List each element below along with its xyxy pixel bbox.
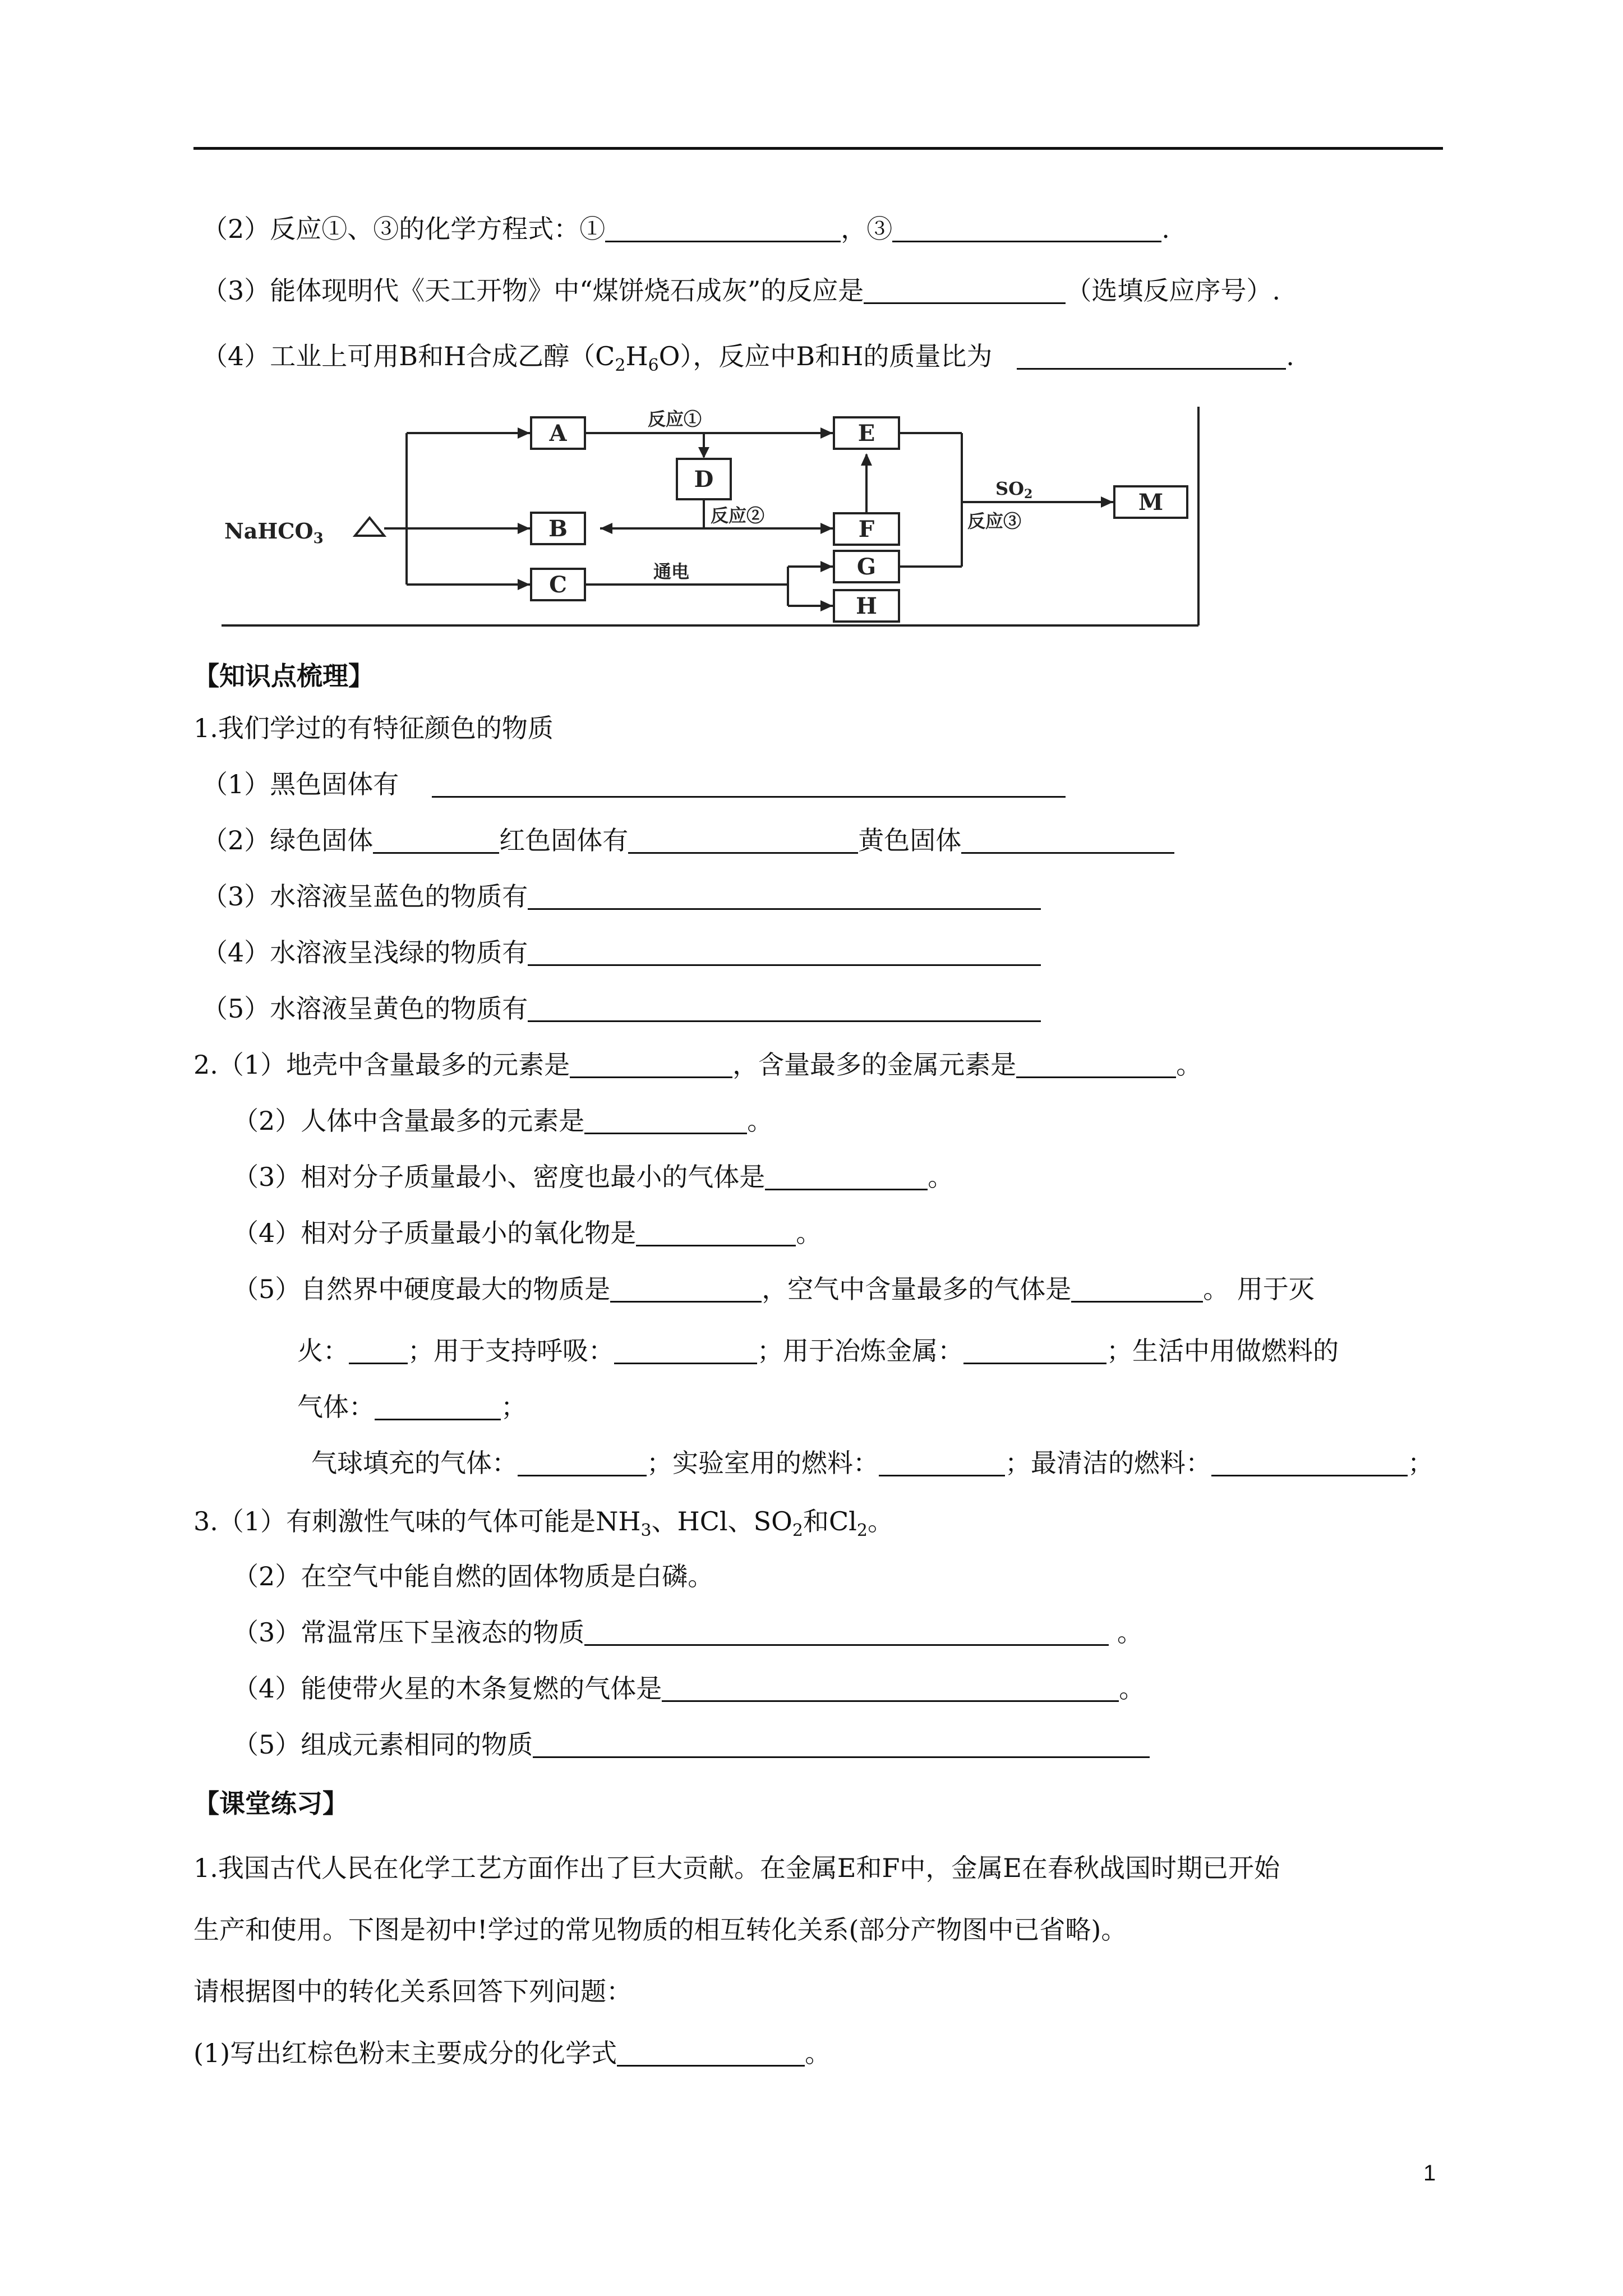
node-g-label: G [856, 554, 877, 580]
s3-item-3: （3）常温常压下呈液态的物质 。 [233, 1617, 1143, 1648]
answer-blank[interactable] [533, 1731, 1150, 1758]
answer-blank[interactable] [636, 1219, 796, 1246]
answer-blank[interactable] [961, 826, 1174, 854]
answer-blank[interactable] [349, 1337, 408, 1364]
reaction-flow-diagram [222, 398, 1209, 634]
s1-item-4: （4）水溶液呈浅绿的物质有 [202, 936, 1041, 969]
node-h-label: H [856, 593, 877, 619]
answer-blank[interactable] [528, 995, 1041, 1022]
answer-blank[interactable] [1071, 1275, 1203, 1303]
practice-paragraph-2: 生产和使用。下图是初中!学过的常见物质的相互转化关系(部分产物图中已省略)。 [193, 1915, 1127, 1945]
question-2-line: （2）反应①、③的化学方程式：① ，③ . [202, 214, 1170, 244]
answer-blank[interactable] [765, 1163, 928, 1190]
s2-item-7: 气体： ； [297, 1392, 527, 1422]
s2-item-8: 气球填充的气体： ；实验室用的燃料： ；最清洁的燃料： ； [311, 1448, 1433, 1478]
answer-blank[interactable] [614, 1337, 757, 1364]
node-e-label: E [857, 420, 875, 447]
node-b-label: B [548, 516, 568, 542]
node-d-label: D [694, 466, 714, 493]
node-c-label: C [549, 572, 567, 598]
so2-label: SO2 [995, 478, 1033, 501]
s2-item-3: （3）相对分子质量最小、密度也最小的气体是 。 [233, 1162, 954, 1192]
section-1-title: 1.我们学过的有特征颜色的物质 [193, 713, 554, 743]
answer-blank[interactable] [963, 1337, 1106, 1364]
practice-heading: 【课堂练习】 [193, 1788, 348, 1819]
answer-blank[interactable] [610, 1275, 762, 1303]
answer-blank[interactable] [1017, 342, 1286, 370]
answer-blank[interactable] [518, 1449, 647, 1476]
answer-blank[interactable] [375, 1393, 501, 1420]
heat-triangle-icon [355, 518, 384, 536]
node-m-label: M [1138, 489, 1164, 516]
practice-paragraph-3: 请根据图中的转化关系回答下列问题： [193, 1976, 632, 2007]
s3-item-1: 3.（1）有刺激性气味的气体可能是$NH_3$、HCl、$SO_2$和$Cl_2$。 [193, 1506, 893, 1541]
answer-blank[interactable] [432, 770, 1066, 798]
s3-item-2: （2）在空气中能自燃的固体物质是白磷。 [233, 1561, 714, 1591]
knowledge-heading: 【知识点梳理】 [193, 661, 374, 691]
answer-blank[interactable] [373, 826, 499, 854]
answer-blank[interactable] [864, 277, 1066, 304]
answer-blank[interactable] [528, 938, 1041, 966]
answer-blank[interactable] [628, 826, 858, 854]
heat-symbol: △ [358, 535, 359, 536]
node-a-label: A [549, 420, 567, 447]
reactant-label: NaHCO$_3$ [224, 518, 324, 547]
answer-blank[interactable] [570, 1051, 732, 1078]
s2-item-2: （2）人体中含量最多的元素是 。 [233, 1106, 773, 1136]
s1-item-2: （2）绿色固体 红色固体有 黄色固体 [202, 823, 1174, 857]
s2-item-5: （5）自然界中硬度最大的物质是 ，空气中含量最多的气体是 。 用于灭 [233, 1274, 1315, 1304]
answer-blank[interactable] [1016, 1051, 1176, 1078]
reaction-2-label: 反应② [711, 505, 765, 526]
s1-item-5: （5）水溶液呈黄色的物质有 [202, 992, 1041, 1025]
s2-item-1: 2.（1）地壳中含量最多的元素是 ，含量最多的金属元素是 。 [193, 1050, 1202, 1080]
s1-item-3: （3）水溶液呈蓝色的物质有 [202, 880, 1041, 913]
header-rule [193, 147, 1443, 150]
answer-blank[interactable] [605, 215, 841, 242]
answer-blank[interactable] [879, 1449, 1005, 1476]
s3-item-5: （5）组成元素相同的物质 [233, 1728, 1150, 1761]
question-3-line: （3）能体现明代《天工开物》中“煤饼烧石成灰”的反应是 （选填反应序号）. [202, 275, 1280, 306]
answer-blank[interactable] [617, 2039, 805, 2067]
question-4-line: （4）工业上可用B和H合成乙醇$(C_2H_6O)$，反应中B和H的质量比为 . [202, 341, 1294, 376]
page-number: 1 [1423, 2161, 1436, 2185]
s2-item-4: （4）相对分子质量最小的氧化物是 。 [233, 1218, 822, 1248]
practice-question-1: (1)写出红棕色粉末主要成分的化学式 。 [193, 2038, 831, 2068]
s1-item-1: （1）黑色固体有 [202, 767, 1066, 801]
reaction-3-label: 反应③ [967, 510, 1022, 532]
node-f-label: F [858, 516, 875, 542]
practice-paragraph-1: 1.我国古代人民在化学工艺方面作出了巨大贡献。在金属E和F中，金属E在春秋战国时期已开始 [193, 1853, 1280, 1883]
answer-blank[interactable] [892, 215, 1161, 242]
reaction-1-label: 反应① [648, 408, 702, 430]
answer-blank[interactable] [584, 1618, 1109, 1646]
s3-item-4: （4）能使带火星的木条复燃的气体是 。 [233, 1673, 1145, 1704]
answer-blank[interactable] [1211, 1449, 1408, 1476]
answer-blank[interactable] [584, 1107, 747, 1134]
s2-item-6: 火： ；用于支持呼吸： ；用于冶炼金属： ；生活中用做燃料的 [297, 1336, 1339, 1366]
electrolysis-label: 通电 [653, 561, 690, 582]
answer-blank[interactable] [662, 1674, 1119, 1702]
answer-blank[interactable] [528, 882, 1041, 910]
